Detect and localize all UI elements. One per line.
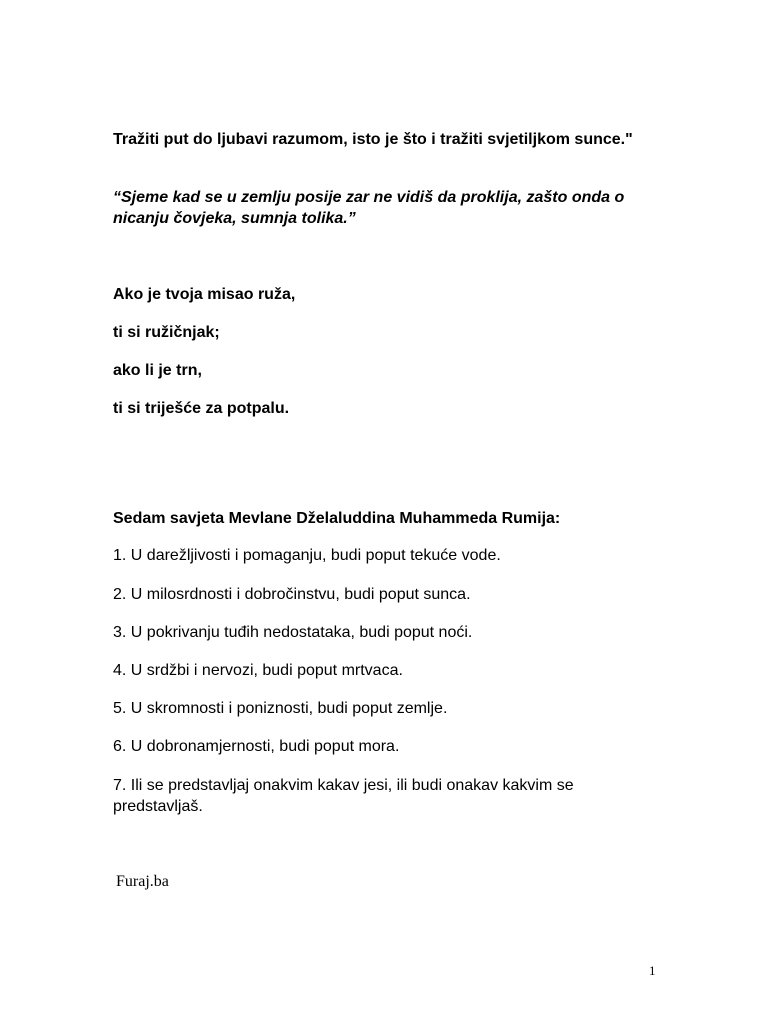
verse-line: Ako je tvoja misao ruža, (113, 286, 296, 303)
page-number: 1 (649, 963, 656, 978)
source-credit: Furaj.ba (116, 873, 169, 890)
verse-line: ti si ružičnjak; (113, 324, 220, 341)
advice-item: 6. U dobronamjernosti, budi poput mora. (113, 738, 400, 755)
quote-reason-love: Tražiti put do ljubavi razumom, isto je što i tražiti svjetiljkom sunce." (113, 131, 633, 148)
verse-line: ti si triješće za potpalu. (113, 400, 290, 417)
advice-item: 7. Ili se predstavljaj onakvim kakav jesi, ili budi onakav kakvim se predstavljaš. (113, 777, 574, 815)
advice-item: 4. U srdžbi i nervozi, budi poput mrtvaca. (113, 662, 403, 679)
advice-item: 3. U pokrivanju tuđih nedostataka, budi poput noći. (113, 624, 473, 641)
advice-heading: Sedam savjeta Mevlane Dželaluddina Muhammeda Rumija: (113, 510, 561, 527)
quote-seed: “Sjeme kad se u zemlju posije zar ne vidiš da proklija, zašto onda o nicanju čovjeka, sumnja tolika.” (113, 189, 625, 227)
verse-line: ako li je trn, (113, 362, 202, 379)
advice-item: 1. U darežljivosti i pomaganju, budi poput tekuće vode. (113, 547, 501, 564)
advice-item: 2. U milosrdnosti i dobročinstvu, budi poput sunca. (113, 586, 471, 603)
advice-item: 5. U skromnosti i poniznosti, budi poput zemlje. (113, 700, 448, 717)
